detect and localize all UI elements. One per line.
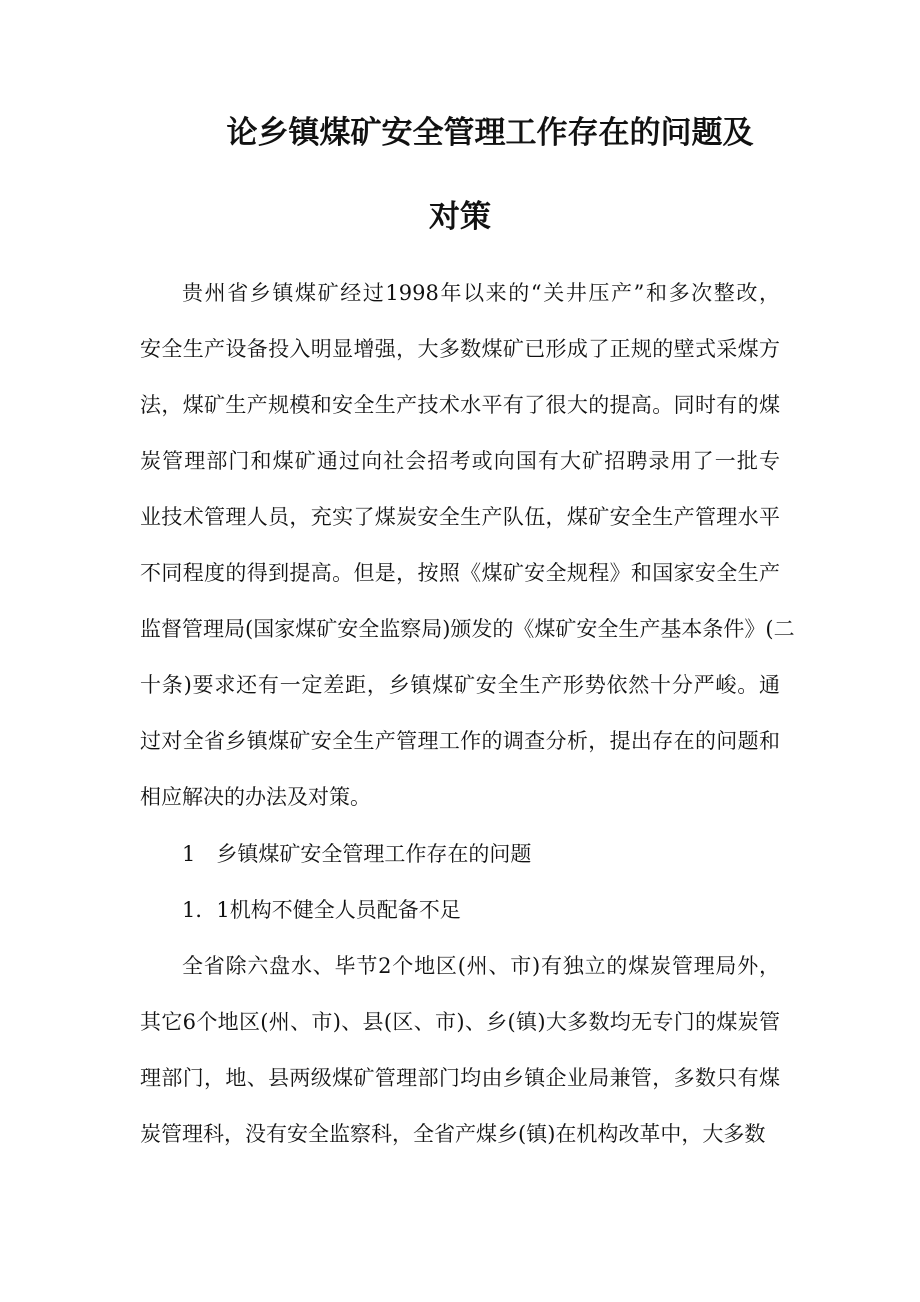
paragraph-line: 其它6个地区(州、市)、县(区、市)、乡(镇)大多数均无专门的煤炭管 <box>140 1010 780 1034</box>
paragraph-line: 炭管理部门和煤矿通过向社会招考或向国有大矿招聘录用了一批专 <box>140 449 780 473</box>
paragraph-line: 法，煤矿生产规模和安全生产技术水平有了很大的提高。同时有的煤 <box>140 393 780 417</box>
document-title-line-1: 论乡镇煤矿安全管理工作存在的问题及 <box>226 115 754 151</box>
paragraph-line: 相应解决的办法及对策。 <box>140 785 371 809</box>
paragraph-line: 安全生产设备投入明显增强，大多数煤矿已形成了正规的壁式采煤方 <box>140 337 780 361</box>
paragraph-line: 全省除六盘水、毕节2个地区(州、市)有独立的煤炭管理局外， <box>182 954 780 978</box>
paragraph-line: 理部门，地、县两级煤矿管理部门均由乡镇企业局兼管，多数只有煤 <box>140 1066 780 1090</box>
section-heading: 1 乡镇煤矿安全管理工作存在的问题 <box>182 842 532 866</box>
paragraph-line: 过对全省乡镇煤矿安全生产管理工作的调查分析，提出存在的问题和 <box>140 729 780 753</box>
document-title-line-2: 对策 <box>429 199 491 235</box>
paragraph-line: 监督管理局(国家煤矿安全监察局)颁发的《煤矿安全生产基本条件》(二 <box>140 617 795 641</box>
paragraph-line: 不同程度的得到提高。但是，按照《煤矿安全规程》和国家安全生产 <box>140 561 780 585</box>
subsection-heading: 1．1机构不健全人员配备不足 <box>182 898 461 922</box>
paragraph-line: 业技术管理人员，充实了煤炭安全生产队伍，煤矿安全生产管理水平 <box>140 505 780 529</box>
paragraph-line: 炭管理科，没有安全监察科，全省产煤乡(镇)在机构改革中，大多数 <box>140 1122 766 1146</box>
paragraph-line: 十条)要求还有一定差距，乡镇煤矿安全生产形势依然十分严峻。通 <box>140 673 780 697</box>
paragraph-line: 贵州省乡镇煤矿经过1998年以来的“关井压产”和多次整改， <box>182 281 780 305</box>
